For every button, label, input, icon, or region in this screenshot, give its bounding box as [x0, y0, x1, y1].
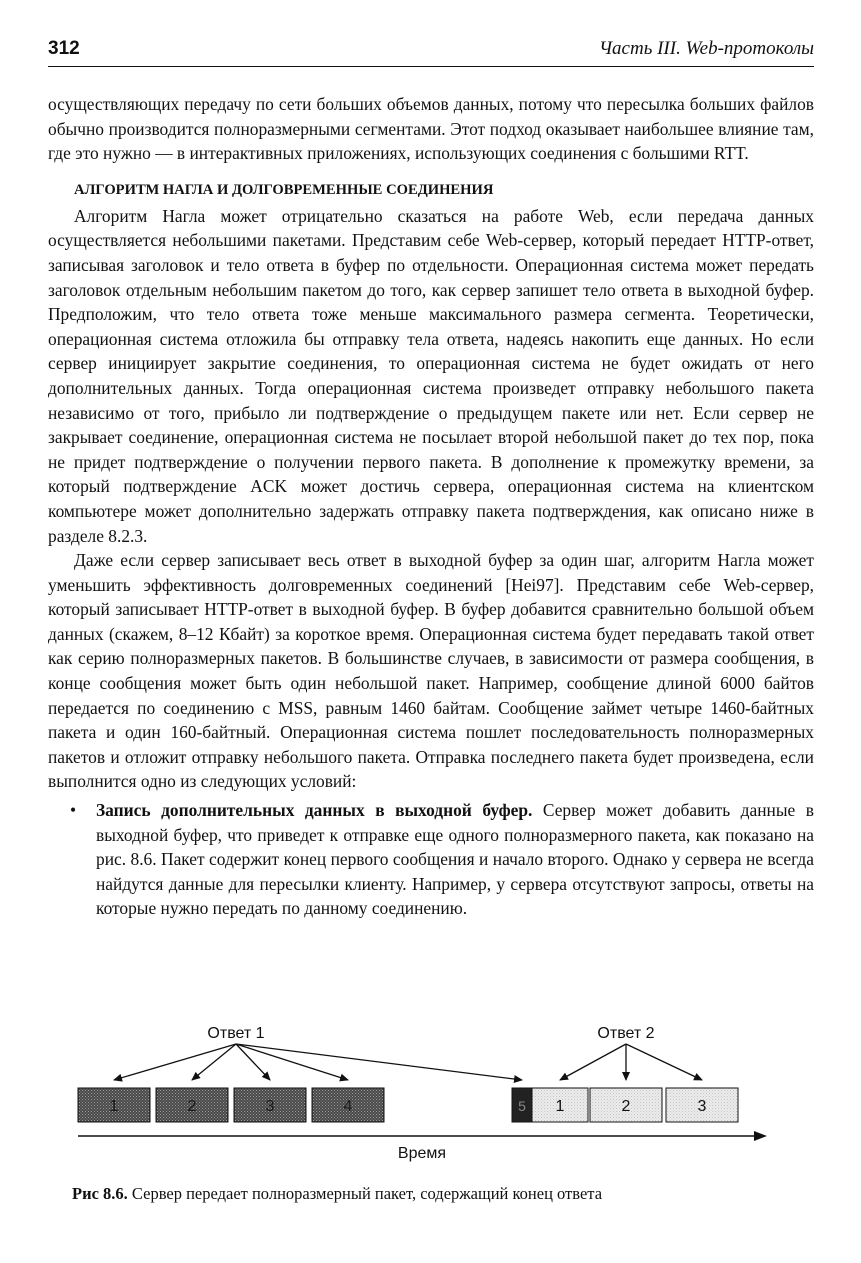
- response-1-arrows: [114, 1044, 522, 1080]
- bullet-bold-lead: Запись дополнительных данных в выходной буфер.: [96, 800, 533, 821]
- packet-r2-2-label: 2: [621, 1098, 631, 1115]
- tail-segment-label: 5: [518, 1098, 526, 1114]
- response-2-arrows: [560, 1044, 702, 1080]
- section-heading: АЛГОРИТМ НАГЛА И ДОЛГОВРЕМЕННЫЕ СОЕДИНЕНИЯ: [74, 181, 494, 198]
- running-head: Часть III. Web-протоколы: [598, 38, 814, 59]
- response-1-label: Ответ 1: [207, 1025, 265, 1042]
- bullet-text: Сервер может добавить данные в выходной буфер, что приведет к отправке еще одного полноразмерного пакета, как показано на рис. 8.6. Пакет содержит конец первого сообщения и начало второго. Однако у сервера не всегда найдутся данные для пересылки клиенту. Например, у сервера отсутствуют запросы, ответы на которые нужно передать по данному соединению.: [96, 800, 814, 919]
- caption-text: Сервер передает полноразмерный пакет, содержащий конец ответа: [127, 1184, 603, 1203]
- response-2-label: Ответ 2: [597, 1025, 655, 1042]
- arrow-r2-p1: [560, 1044, 626, 1080]
- response-1-packets: [78, 1088, 384, 1122]
- packet-r1-1-label: 1: [109, 1098, 119, 1115]
- mixed-packet: [512, 1088, 588, 1122]
- bullet-dot: •: [70, 800, 77, 821]
- packet-r1-3-label: 3: [265, 1098, 275, 1115]
- figure-8-6: [70, 1018, 790, 1168]
- paragraph-1: осуществляющих передачу по сети больших объемов данных, потому что пересылка больших файлов обычно производится полноразмерными сегментами. Этот подход оказывает наибольшее влияние там, где это нужно — в интерактивных приложениях, использующих соединения с большими RTT.: [48, 94, 814, 164]
- figure-caption: [72, 1184, 602, 1204]
- packet-r1-2-label: 2: [187, 1098, 197, 1115]
- packet-r2-1-label: 1: [555, 1098, 565, 1115]
- page-number: 312: [48, 38, 80, 59]
- arrow-r2-p3: [626, 1044, 702, 1080]
- time-axis-arrowhead: [754, 1131, 767, 1141]
- time-axis-label: Время: [397, 1145, 447, 1162]
- arrow-r1-p2: [192, 1044, 236, 1080]
- packet-r1-4-label: 4: [343, 1098, 353, 1115]
- packet-diagram: [70, 1018, 790, 1168]
- body-text: [48, 92, 814, 921]
- paragraph-2: Алгоритм Нагла может отрицательно сказаться на работе Web, если передача данных осуществляется небольшими пакетами. Представим себе Web-сервер, который передает HTTP-ответ, записывая заголовок и тело ответа в буфер по отдельности. Операционная система может передать заголовок отдельным небольшим пакетом до того, как сервер запишет тело ответа в выходной буфер. Предположим, что тело ответа тоже меньше максимального размера сегмента. Теоретически, операционная система отложила бы отправку тела ответа, надеясь накопить еще данных. Но если сервер инициирует закрытие соединения, то операционная система не будет ожидать от него дополнительных данных. Тогда операционная система произведет отправку небольшого пакета независимо от того, прибыло ли подтверждение о предыдущем пакете или нет. Если сервер не закрывает соединение, операционная система не посылает второй небольшой пакет до тех пор, пока не придет подтверждение о получении первого пакета. В дополнение к промежутку времени, за который подтверждение ACK может достичь сервера, операционная система на клиентском компьютере может дополнительно задержать отправку пакета подтверждения, как описано ниже в разделе 8.2.3.: [48, 205, 814, 546]
- arrow-r1-tail: [236, 1044, 522, 1080]
- bullet-item: [48, 798, 814, 921]
- caption-label: Рис 8.6.: [72, 1184, 128, 1203]
- paragraph-3: Даже если сервер записывает весь ответ в выходной буфер за один шаг, алгоритм Нагла может уменьшить эффективность долговременных соединений [Hei97]. Представим себе Web-сервер, который записывает HTTP-ответ в выходной буфер. В буфер добавится сравнительно большой объем данных (скажем, 8–12 Кбайт) за короткое время. Операционная система будет передавать такой ответ как серию полноразмерных пакетов. В большинстве случаев, в зависимости от размера сообщения, в конце сообщения может быть один небольшой пакет. Например, сообщение длиной 6000 байтов передается по соединению с MSS, равным 1460 байтам. Сообщение займет четыре 1460-байтных пакета и один 160-байтный. Операционная система пошлет последовательность полноразмерных пакетов и отложит отправку небольшого пакета. Отправка последнего пакета будет произведена, если выполнится одно из следующих условий:: [48, 550, 814, 792]
- arrow-r1-p1: [114, 1044, 236, 1080]
- page-header: [48, 36, 814, 67]
- packet-r2-3-label: 3: [697, 1098, 707, 1115]
- response-2-packets: [590, 1088, 738, 1122]
